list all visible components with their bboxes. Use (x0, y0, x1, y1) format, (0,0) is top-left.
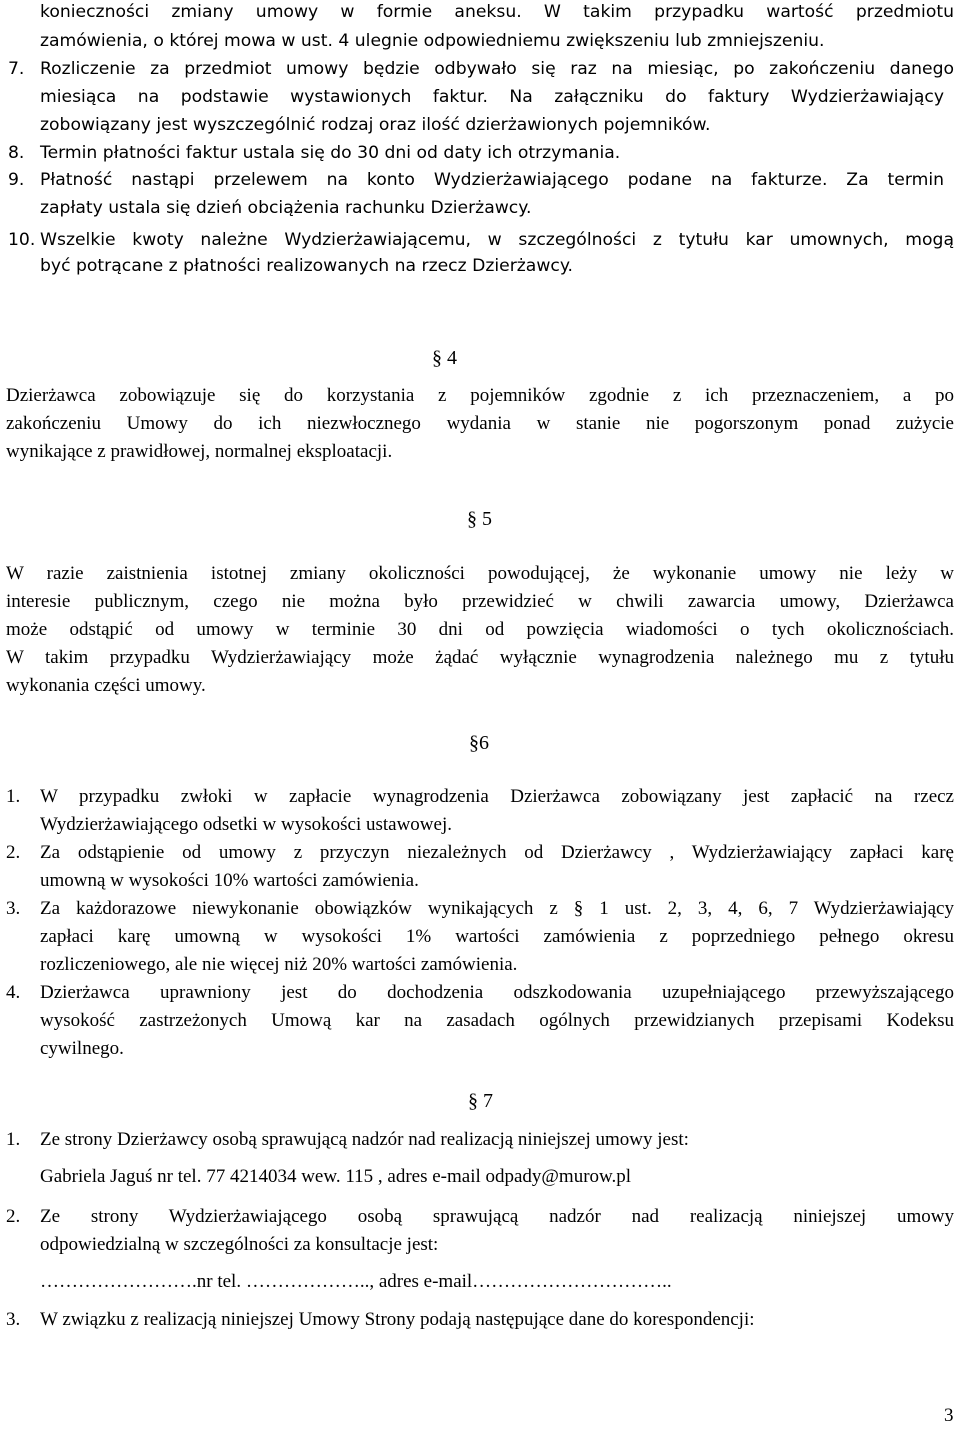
paragraph-line (6, 648, 954, 667)
list-item-line (40, 1011, 954, 1030)
list-item-line: cywilnego. (40, 1038, 124, 1059)
paragraph-line (6, 386, 954, 405)
paragraph-line: wynikające z prawidłowej, normalnej eksploatacji. (6, 441, 393, 462)
contact-line: Gabriela Jaguś nr tel. 77 4214034 wew. 115 , adres e-mail odpady@murow.pl (40, 1166, 632, 1187)
text-line: interesie publicznym, czego nie można było przewidzieć w chwili zawarcia umowy, Dzierżawca (6, 591, 954, 612)
list-number: 1. (6, 786, 21, 807)
section-heading: § 4 (432, 347, 457, 369)
text-line: może odstąpić od umowy w terminie 30 dni od powzięcia wiadomości o tych okolicznościach. (6, 619, 954, 640)
list-item-line (40, 983, 954, 1002)
section-heading: § 7 (468, 1090, 493, 1112)
list-item-line: być potrącane z płatności realizowanych na rzecz Dzierżawcy. (40, 256, 574, 276)
list-item-line (40, 843, 954, 862)
text-line: W takim przypadku Wydzierżawiający może żądać wyłącznie wynagrodzenia należnego mu z tytułu (6, 647, 954, 668)
section-heading: § 5 (467, 508, 492, 530)
list-item-line: Ze strony Dzierżawcy osobą sprawującą nadzór nad realizacją niniejszej umowy jest: (40, 1129, 689, 1150)
list-item-line (40, 89, 944, 106)
list-number: 3. (6, 1309, 21, 1330)
paragraph-line: zamówienia, o której mowa w ust. 4 ulegnie odpowiedniemu zwiększeniu lub zmniejszeniu. (40, 31, 825, 51)
text-line: Za każdorazowe niewykonanie obowiązków wynikających z § 1 ust. 2, 3, 4, 6, 7 Wydzierżawiający (40, 898, 954, 919)
list-number: 8. (8, 143, 25, 163)
list-number: 3. (6, 898, 21, 919)
paragraph-line (6, 564, 954, 583)
list-item-line: Termin płatności faktur ustala się do 30 dni od daty ich otrzymania. (40, 143, 621, 163)
paragraph-line: wykonania części umowy. (6, 675, 206, 696)
text-line: Rozliczenie za przedmiot umowy będzie odbywało się raz na miesiąc, po zakończeniu danego (40, 59, 954, 79)
list-number: 1. (6, 1129, 21, 1150)
text-line: Ze strony Wydzierżawiającego osobą sprawującą nadzór nad realizacją niniejszej umowy (40, 1206, 954, 1227)
text-line: W razie zaistnienia istotnej zmiany okoliczności powodującej, że wykonanie umowy nie leży w (6, 563, 954, 584)
list-item-line (40, 172, 944, 189)
list-number: 2. (6, 1206, 21, 1227)
list-item-line (40, 899, 954, 918)
list-item-line: umowną w wysokości 10% wartości zamówienia. (40, 870, 419, 891)
text-line: zapłaci karę umowną w wysokości 1% wartości zamówienia z poprzedniego pełnego okresu (40, 926, 954, 947)
paragraph-line (6, 414, 954, 433)
list-number: 10. (8, 230, 36, 250)
section-heading: §6 (469, 732, 489, 754)
list-item-line: Wydzierżawiającego odsetki w wysokości ustawowej. (40, 814, 452, 835)
list-item-line: zapłaty ustala się dzień obciążenia rachunku Dzierżawcy. (40, 198, 532, 218)
text-line: wysokość zastrzeżonych Umową kar na zasadach ogólnych przewidzianych przepisami Kodeksu (40, 1010, 954, 1031)
list-item-line: W związku z realizacją niniejszej Umowy Strony podają następujące dane do korespondencji: (40, 1309, 755, 1330)
list-item-line: zobowiązany jest wyszczególnić rodzaj oraz ilość dzierżawionych pojemników. (40, 115, 711, 135)
text-line: Dzierżawca zobowiązuje się do korzystania z pojemników zgodnie z ich przeznaczeniem, a po (6, 385, 954, 406)
list-item-line (40, 1207, 954, 1226)
text-line: W przypadku zwłoki w zapłacie wynagrodzenia Dzierżawca zobowiązany jest zapłacić na rzecz (40, 786, 954, 807)
page-number: 3 (944, 1405, 954, 1426)
paragraph-line (6, 592, 954, 611)
list-number: 9. (8, 170, 25, 190)
list-number: 7. (8, 59, 25, 79)
text-line: Wszelkie kwoty należne Wydzierżawiającemu, w szczególności z tytułu kar umownych, mogą (40, 230, 954, 250)
text-line: Dzierżawca uprawniony jest do dochodzenia odszkodowania uzupełniającego przewyższającego (40, 982, 954, 1003)
list-item-line (40, 232, 954, 249)
list-item-line: odpowiedzialną w szczególności za konsultacje jest: (40, 1234, 439, 1255)
blank-fill-line: …………………….nr tel. ……………….., adres e-mail………………………….. (40, 1271, 672, 1292)
text-line: zakończeniu Umowy do ich niezwłocznego wydania w stanie nie pogorszonym ponad zużycie (6, 413, 954, 434)
paragraph-line (40, 4, 954, 21)
list-item-line (40, 927, 954, 946)
list-number: 4. (6, 982, 21, 1003)
text-line: Płatność nastąpi przelewem na konto Wydzierżawiającego podane na fakturze. Za termin (40, 170, 944, 190)
text-line: miesiąca na podstawie wystawionych faktur. Na załączniku do faktury Wydzierżawiający (40, 87, 944, 107)
text-line: Za odstąpienie od umowy z przyczyn niezależnych od Dzierżawcy , Wydzierżawiający zapłaci karę (40, 842, 954, 863)
list-item-line (40, 787, 954, 806)
list-item-line: rozliczeniowego, ale nie więcej niż 20% wartości zamówienia. (40, 954, 518, 975)
text-line: konieczności zmiany umowy w formie aneksu. W takim przypadku wartość przedmiotu (40, 2, 954, 22)
list-item-line (40, 61, 954, 78)
list-number: 2. (6, 842, 21, 863)
paragraph-line (6, 620, 954, 639)
